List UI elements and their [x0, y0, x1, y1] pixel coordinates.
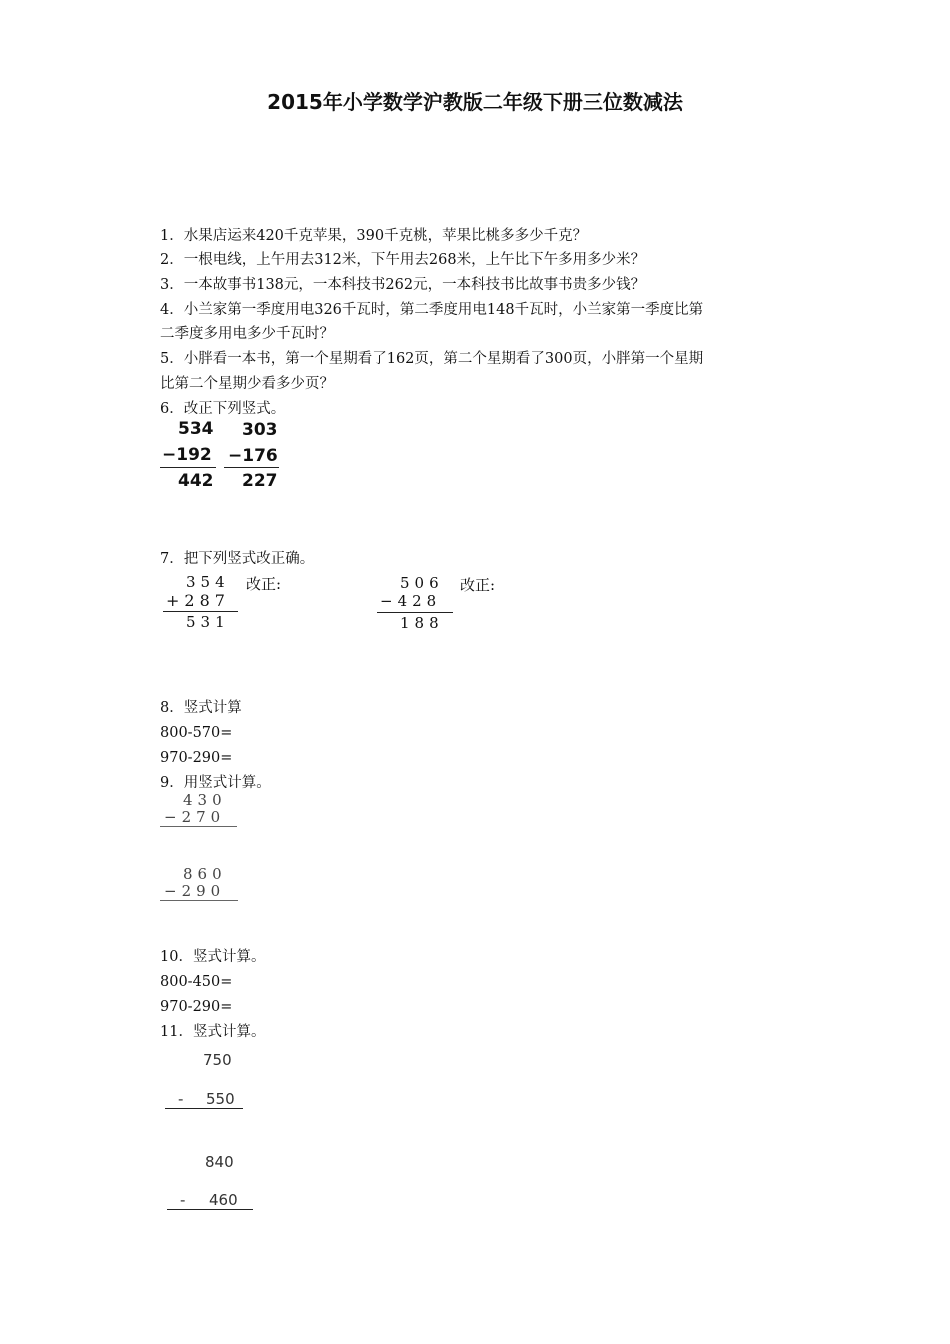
question-8: 8．竖式计算 [160, 700, 242, 716]
question-1: 1．水果店运来420千克苹果，390千克桃，苹果比桃多多少千克？ [160, 228, 588, 244]
question-2: 2．一根电线，上午用去312米，下午用去268米，上午比下午多用多少米？ [160, 252, 646, 268]
q9-c2-top: 860 [183, 865, 227, 883]
question-4-line-1: 4．小兰家第一季度用电326千瓦时，第二季度用电148千瓦时，小兰家第一季度比第 [160, 302, 704, 318]
q8-expression-b: 970-290= [160, 750, 233, 766]
question-4-line-2: 二季度多用电多少千瓦时？ [160, 326, 334, 342]
question-9: 9．用竖式计算。 [160, 775, 271, 791]
q10-expression-a: 800-450= [160, 974, 233, 990]
q11-c2-rule [167, 1209, 253, 1210]
question-7: 7．把下列竖式改正确。 [160, 551, 315, 567]
q11-c2-top: 840 [205, 1153, 234, 1171]
question-6: 6．改正下列竖式。 [160, 401, 286, 417]
q11-c1-operator: - [178, 1090, 184, 1108]
q7-c2-second: −428 [380, 592, 442, 610]
q7-c1-result: 531 [186, 613, 230, 631]
q9-c2-second: −290 [164, 882, 226, 900]
q11-c2-operator: - [180, 1191, 186, 1209]
q7-c1-second: +287 [166, 591, 230, 610]
q7-c1-rule [163, 611, 238, 612]
page-title: 2015年小学数学沪教版二年级下册三位数减法 [267, 90, 683, 114]
q9-c1-rule [160, 826, 237, 827]
question-5-line-2: 比第二个星期少看多少页？ [160, 376, 334, 392]
q9-c2-rule [160, 900, 238, 901]
q7-c2-top: 506 [400, 574, 444, 592]
q11-c2-second: 460 [209, 1191, 238, 1209]
q11-c1-rule [165, 1108, 243, 1109]
q11-c1-second: 550 [206, 1090, 235, 1108]
q6-c1-rule [160, 467, 216, 468]
q7-c1-top: 354 [186, 573, 230, 591]
q6-c2-second: −176 [228, 446, 278, 466]
question-3: 3．一本故事书138元，一本科技书262元，一本科技书比故事书贵多少钱？ [160, 277, 646, 293]
q7-c2-result: 188 [400, 614, 444, 632]
q6-c2-result: 227 [242, 471, 278, 491]
q7-c2-rule [377, 612, 453, 613]
q11-c1-top: 750 [203, 1051, 232, 1069]
question-5-line-1: 5．小胖看一本书，第一个星期看了162页，第二个星期看了300页，小胖第一个星期 [160, 351, 704, 367]
q7-c2-note: 改正: [460, 576, 496, 594]
q7-c1-note: 改正: [246, 575, 282, 593]
question-10: 10．竖式计算。 [160, 949, 266, 965]
q6-c2-top: 303 [242, 420, 278, 440]
q6-c2-rule [224, 467, 279, 468]
q9-c1-second: −270 [164, 808, 226, 826]
question-11: 11．竖式计算。 [160, 1024, 266, 1040]
q6-c1-result: 442 [178, 471, 214, 491]
q10-expression-b: 970-290= [160, 999, 233, 1015]
q9-c1-top: 430 [183, 791, 227, 809]
q8-expression-a: 800-570= [160, 725, 233, 741]
q6-c1-second: −192 [162, 445, 212, 465]
q6-c1-top: 534 [178, 419, 214, 439]
